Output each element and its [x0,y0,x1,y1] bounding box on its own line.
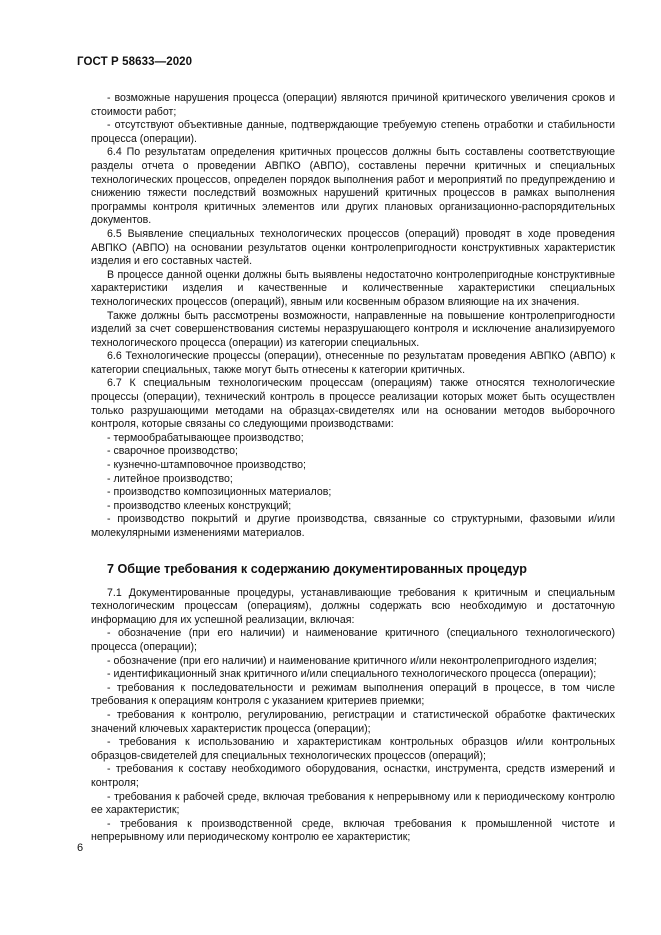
document-body [91,92,615,845]
list-item: - требования к производственной среде, включая требования к промышленной чистоте и непрерывному или периодическому контролю ее характеристик; [91,817,615,844]
paragraph: 6.4 По результатам определения критичных процессов должны быть составлены соответствующие разделы отчета о проведении АВПКО (АВПО), составлены перечни критичных и специальных технологических процессов, определен порядок выполнения работ и мероприятий по предупреждению и снижению тяжести последствий возможных нарушений критичных процессов в рамках выполнения программы контроля критичных элементов или других плановых организационно-распорядительных документов. [91,146,615,227]
document-code-header: ГОСТ Р 58633—2020 [77,56,193,68]
list-item: - производство клееных конструкций; [107,499,292,512]
paragraph: 7.1 Документированные процедуры, устанавливающие требования к критичным и специальным технологическим процессам (операциям), должны содержать всю необходимую и достаточную информацию для их успешной реализации, включая: [91,586,615,626]
list-item: - требования к использованию и характеристикам контрольных образцов и/или контрольных образцов-свидетелей для специальных технологических процессов (операций); [91,736,615,762]
paragraph: 6.7 К специальным технологическим процессам (операциям) также относятся технологические процессы (операции), технический контроль в процессе реализации которых может быть осуществлен только разрушающими методами на образцах-свидетелях или на основании методов выборочного контроля, которые связаны со следующими производствами: [91,377,615,431]
list-item: - производство покрытий и другие производства, связанные со структурными, фазовыми и/или молекулярными изменениями материалов. [91,513,615,539]
section-7-body [91,587,615,845]
list-item: - обозначение (при его наличии) и наименование критичного (специального технологического) процесса (операции); [91,627,615,653]
list-item: - требования к последовательности и режимам выполнения операций в процессе, в том числе требования к операциям контроля с указанием критериев приемки; [91,681,615,708]
list-item: - производство композиционных материалов; [107,486,332,499]
list-item: - термообрабатывающее производство; [107,431,304,444]
paragraph: В процессе данной оценки должны быть выявлены недостаточно контролепригодные конструктивные характеристики изделия и качественные и количественные характеристики специальных технологических процессов (операций), явным или косвенным образом влияющие на их значения. [91,268,615,308]
list-item: - сварочное производство; [107,445,238,458]
list-item: - кузнечно-штамповочное производство; [107,459,306,472]
paragraph: 6.5 Выявление специальных технологических процессов (операций) проводят в ходе проведения АВПКО (АВПО) на основании результатов оценки контролепригодности конструктивных характеристик изделия и его составных частей. [91,227,615,268]
section-6-continued [91,92,615,541]
list-item: - обозначение (при его наличии) и наименование критичного и/или неконтролепригодного изделия; [107,654,597,667]
page-number: 6 [77,842,84,854]
paragraph: Также должны быть рассмотрены возможности, направленные на повышение контролепригодности изделий за счет совершенствования системы неразрушающего контроля и исключение анализируемого технологического процесса (операции) из категории специальных. [91,309,615,349]
paragraph: 6.6 Технологические процессы (операции), отнесенные по результатам проведения АВПКО (АВПО) к категории специальных, также могут быть отнесены к категории критичных. [91,350,615,376]
list-item: - требования к рабочей среде, включая требования к непрерывному или к периодическому контролю ее характеристик; [91,790,615,817]
section-7-title: 7 Общие требования к содержанию документированных процедур [107,561,527,576]
paragraph: - возможные нарушения процесса (операции) являются причиной критического увеличения сроков и стоимости работ; [91,92,615,118]
list-item: - требования к контролю, регулированию, регистрации и статистической обработке фактических значений ключевых характеристик процесса (операции); [91,708,615,735]
list-item: - идентификационный знак критичного и/или специального технологического процесса (операции); [107,668,597,681]
list-item: - литейное производство; [107,472,233,485]
paragraph: - отсутствуют объективные данные, подтверждающие требуемую степень отработки и стабильности процесса (операции). [91,119,615,145]
list-item: - требования к составу необходимого оборудования, оснастки, инструмента, средств измерений и контроля; [91,763,615,789]
